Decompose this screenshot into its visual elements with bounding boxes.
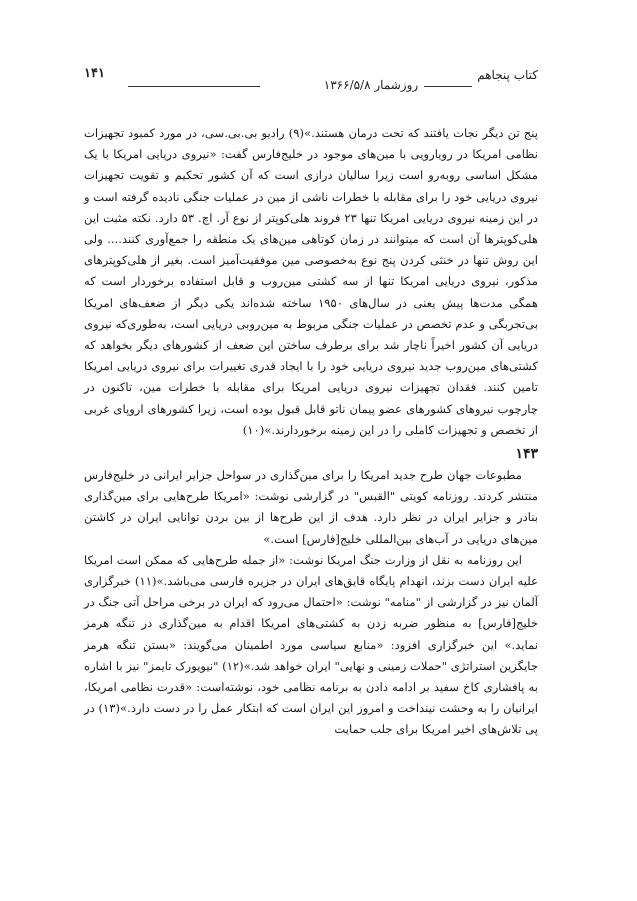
diary-date: روزشمار ۱۳۶۶/۵/۸ <box>323 78 419 92</box>
book-title: کتاب پنجاهم <box>477 68 538 82</box>
entry-number: ۱۴۳ <box>515 446 538 463</box>
body-paragraph: پنج تن دیگر نجات یافتند که تحت درمان هستند.»(۹) رادیو بی.بی.سی، در مورد کمبود تجهیزات نظامی امریکا در رویارویی با مین‌های موجود در خلیج‌فارس گفت: «نیروی دریایی امریکا با یک مشکل اساسی روبه‌رو است زیرا سالیان درازی است که آن کشور تحکیم و تقویت تجهیزات نیروی دریایی خود را برای مقابله با خطرات ناشی از مین در عملیات جنگی نادیده گرفته است و در این زمینه نیروی دریایی امریکا تنها ۲۳ فروند هلی‌کوپتر از نوع آر. اچ. ۵۳ دارد. نکته مثبت این هلی‌کوپترها آن است که میتوانند در زمان کوتاهی مین‌های یک منطقه را جمع‌آوری کنند.... ولی این روش تنها در خنثی کردن پنج نوع به‌خصوصی مین موفقیت‌آمیز است. بغیر از هلی‌کوپترهای مذکور، نیروی دریایی امریکا تنها از سه کشتی مین‌روب و قابل استفاده برخوردار است که همگی مدت‌ها پیش یعنی در سال‌های ۱۹۵۰ ساخته شده‌اند یکی دیگر از ضعف‌های امریکا بی‌تجربگی و عدم تخصص در عملیات جنگی مربوط به مین‌روبی دریایی است، به‌طوری‌که نیروی دریایی آن کشور اخیراً ناچار شد برای برطرف ساختن این ضعف از کشورهای دیگر بخواهد که کشتی‌های مین‌روب جدید نیروی دریایی خود را با ایجاد قدری تغییرات برای نیروی دریایی امریکا تامین کنند. فقدان تجهیزات نیروی دریایی امریکا برای مقابله با خطرات مین، تاکنون در چارچوب نیروهای کشورهای عضو پیمان ناتو قابل قبول بوده است، زیرا کشورهای اروپای غربی از تخصص و تجهیزات کاملی را در این زمینه برخوردارند.»(۱۰) <box>84 126 539 437</box>
running-header <box>84 64 538 96</box>
page-number: ۱۴۱ <box>84 66 105 81</box>
body-paragraph: این روزنامه به نقل از وزارت جنگ امریکا نوشت: «از جمله طرح‌هایی که ممکن است امریکا علیه ایران دست بزند، انهدام پایگاه قایق‌های ایران در جزیره فارسی می‌باشد.»(۱۱) خبرگزاری آلمان نیز در گزارشی از "منامه" نوشت: «احتمال می‌رود که ایران در برخی مراحل آتی جنگ در خلیج[فارس] به منظور ضربه زدن به کشتی‌های امریکا اقدام به مین‌گذاری در تنگه هرمز نماید.» این خبرگزاری افزود: «منابع سیاسی مورد اطمینان می‌گویند: «بستن تنگه هرمز جایگزین استراتژی "حملات زمینی و نهایی" ایران خواهد شد.»(۱۲) "نیویورک تایمز" نیز با اشاره به پافشاری کاخ سفید بر ادامه دادن به برنامه نظامی خود، نوشته‌است: «قدرت نظامی امریکا، ایرانیان را به وحشت نینداخت و امروز این ایران است که ابتکار عمل را در دست دارد.»(۱۳) در پی تلاش‌های اخیر امریکا برای جلب حمایت <box>84 552 538 737</box>
header-rule-left <box>128 86 260 87</box>
page-body <box>84 123 538 741</box>
body-paragraph: مطبوعات جهان طرح جدید امریکا را برای مین‌گذاری در سواحل جزایر ایرانی در خلیج‌فارس منتشر کردند. روزنامه کویتی "القبس" در گزارشی نوشت: «امریکا طرح‌هایی برای مین‌گذاری بنادر و جزایر ایران در نظر دارد. هدف از این طرح‌ها از بین بردن توانایی ایران در کاشتن مین‌های دریایی در آب‌های بین‌المللی خلیج[فارس] است.» <box>84 468 538 546</box>
